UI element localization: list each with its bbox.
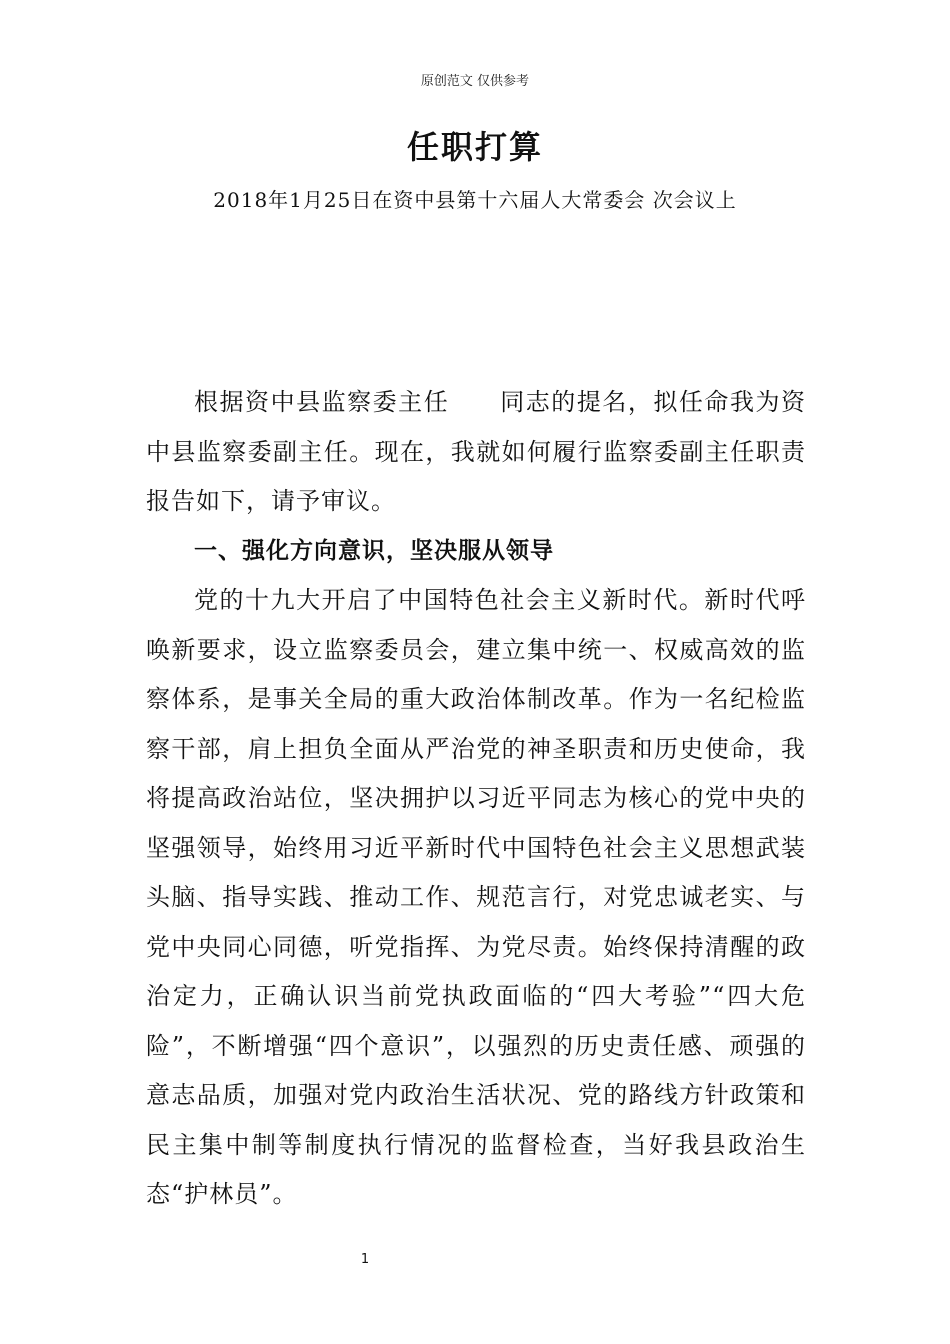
document-title: 任职打算 bbox=[406, 128, 543, 166]
document-body bbox=[146, 378, 806, 1220]
document-subtitle: 2018年1月25日在资中县第十六届人大常委会 次会议上 bbox=[213, 188, 737, 212]
intro-paragraph: 根据资中县监察委主任 同志的提名，拟任命我为资中县监察委副主任。现在，我就如何履行监察委副主任职责报告如下，请予审议。 bbox=[146, 388, 806, 515]
section-heading-1: 一、强化方向意识，坚决服从领导 bbox=[194, 537, 554, 564]
section-paragraph-1: 党的十九大开启了中国特色社会主义新时代。新时代呼唤新要求，设立监察委员会，建立集中统一、权威高效的监察体系，是事关全局的重大政治体制改革。作为一名纪检监察干部，肩上担负全面从严治党的神圣职责和历史使命，我将提高政治站位，坚决拥护以习近平同志为核心的党中央的坚强领导，始终用习近平新时代中国特色社会主义思想武装头脑、指导实践、推动工作、规范言行，对党忠诚老实、与党中央同心同德，听党指挥、为党尽责。始终保持清醒的政治定力，正确认识当前党执政面临的“四大考验”“四大危险”，不断增强“四个意识”，以强烈的历史责任感、顽强的意志品质，加强对党内政治生活状况、党的路线方针政策和民主集中制等制度执行情况的监督检查，当好我县政治生态“护林员”。 bbox=[146, 586, 806, 1208]
page-number: 1 bbox=[360, 1252, 370, 1267]
header-note: 原创范文 仅供参考 bbox=[420, 74, 530, 89]
